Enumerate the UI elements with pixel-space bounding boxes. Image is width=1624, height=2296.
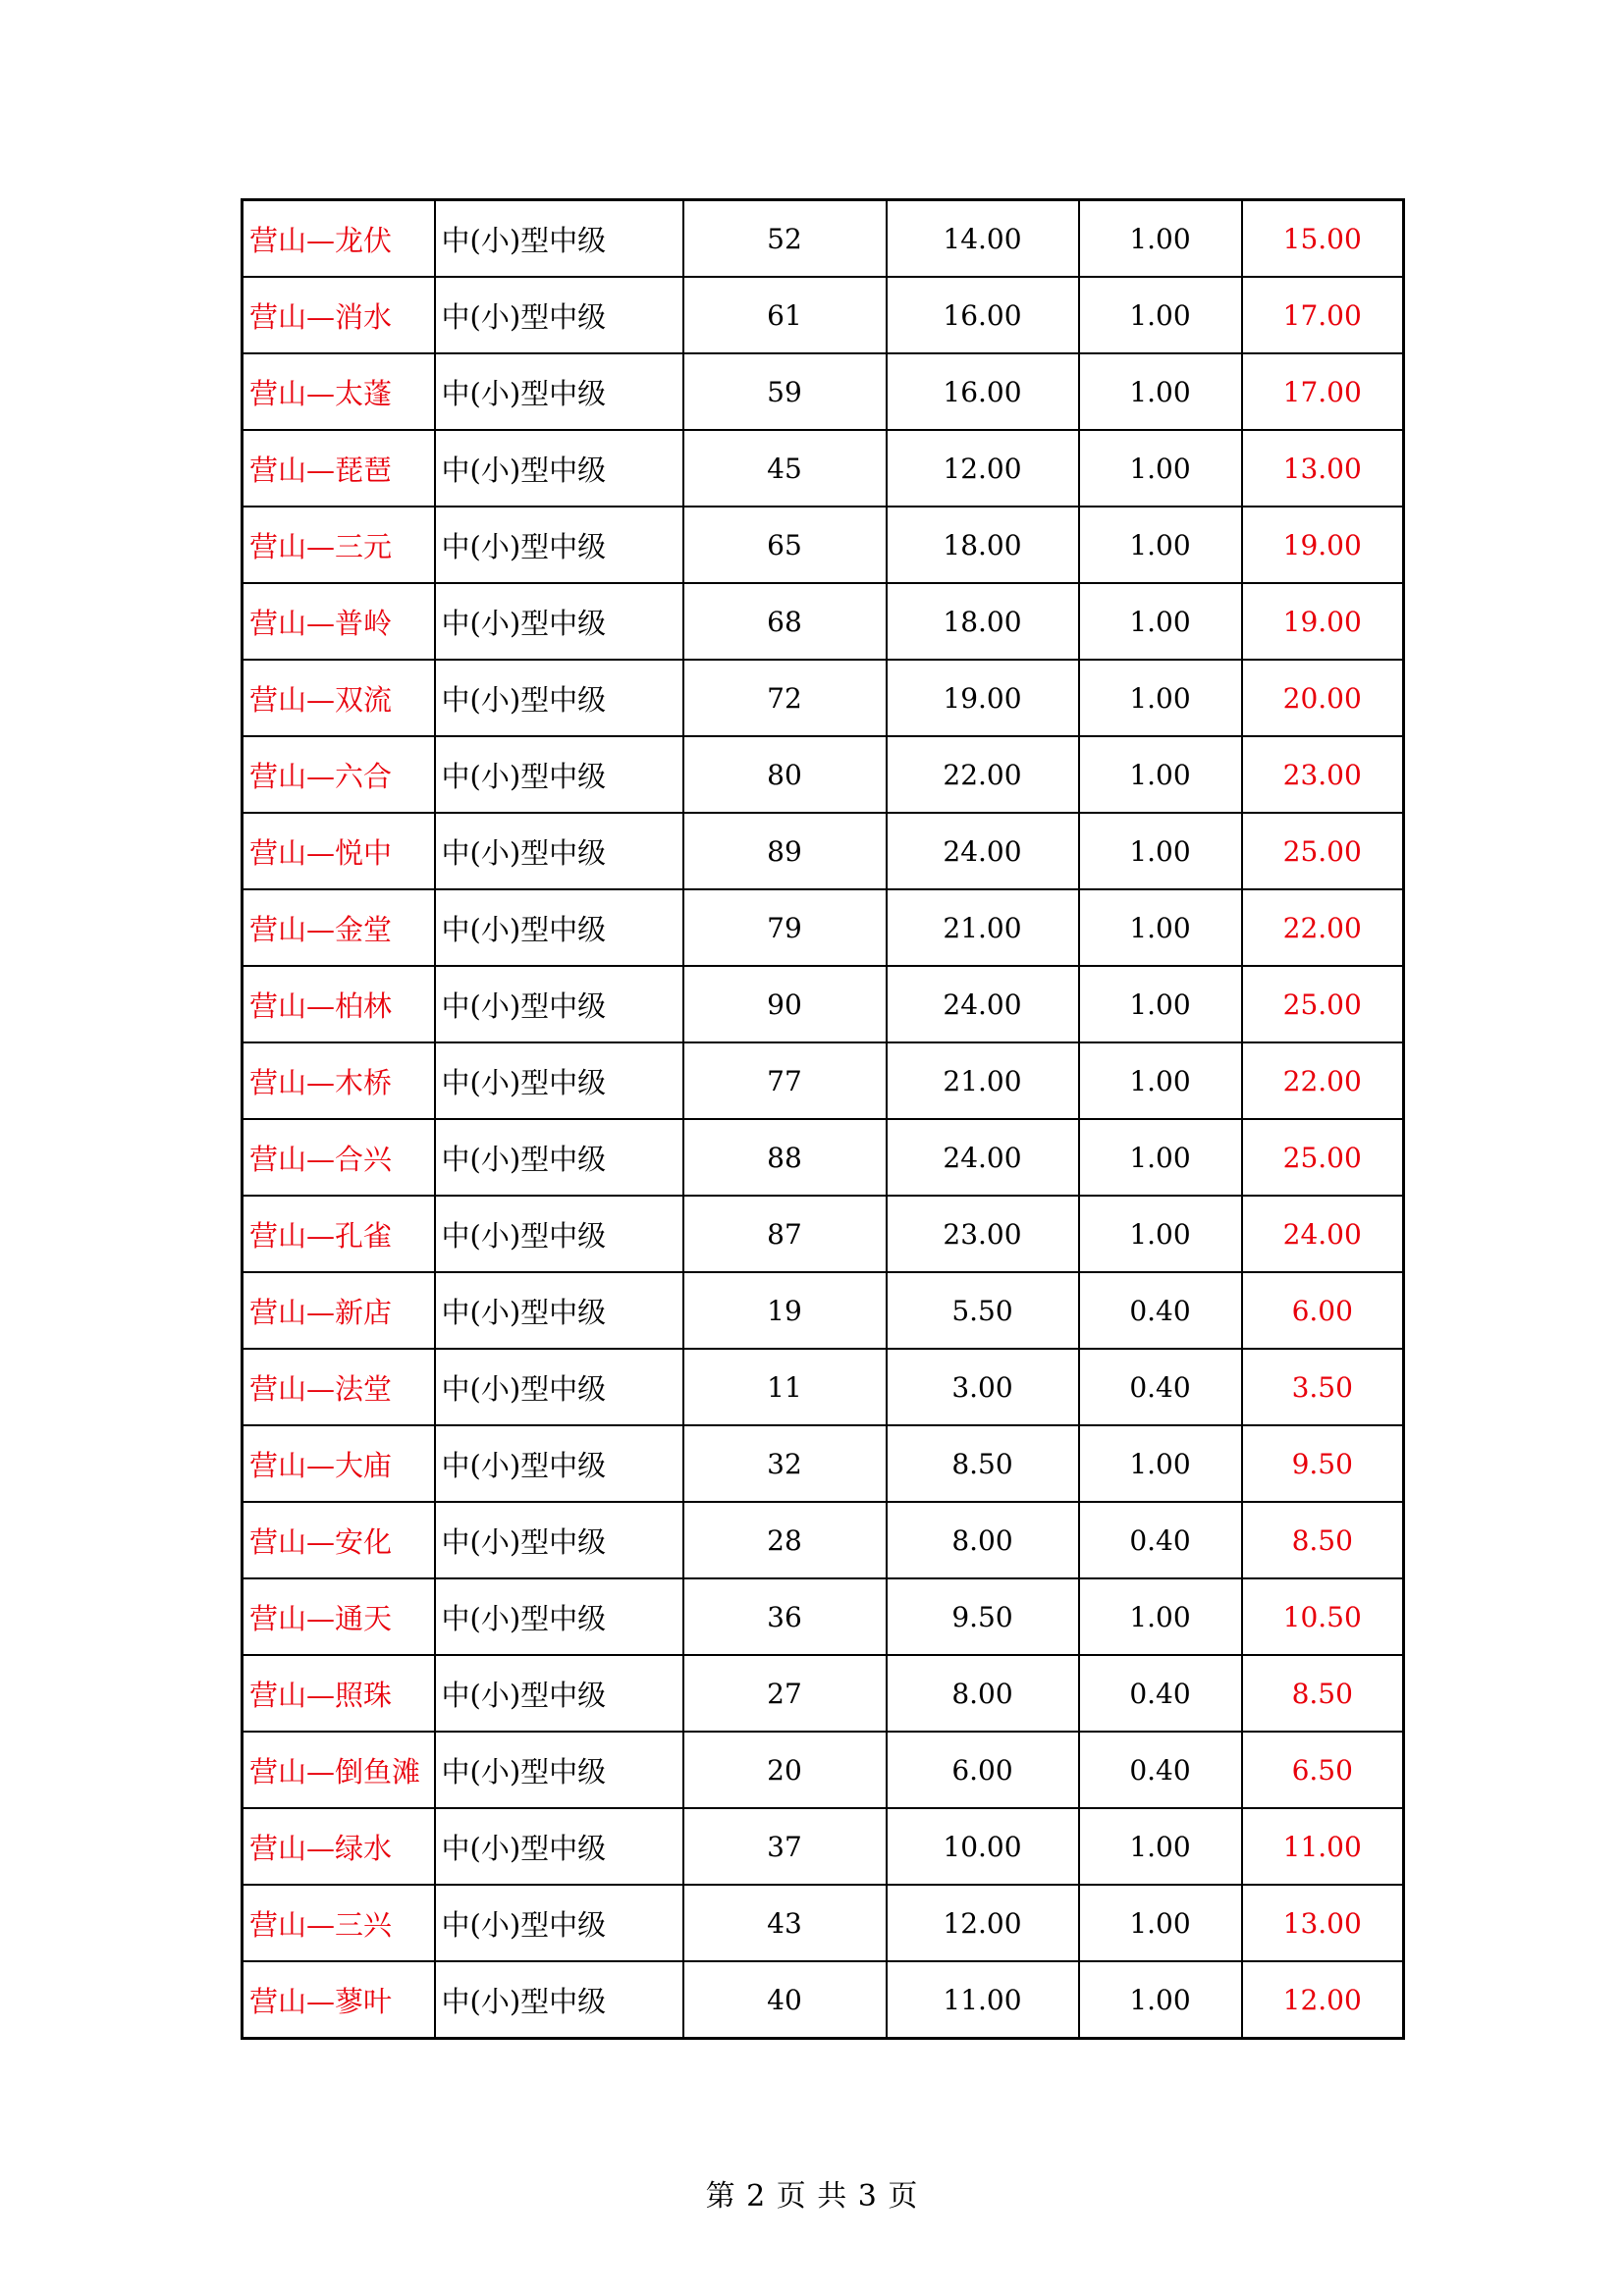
total-fare-cell: 23.00 [1242, 736, 1404, 813]
base-fare-cell: 18.00 [887, 583, 1079, 660]
total-fare-cell: 8.50 [1242, 1502, 1404, 1578]
vehicle-type-cell: 中(小)型中级 [435, 1349, 683, 1425]
route-cell: 营山—三兴 [243, 1885, 435, 1961]
total-fare-cell: 13.00 [1242, 1885, 1404, 1961]
fuel-surcharge-cell: 1.00 [1079, 1885, 1242, 1961]
distance-cell: 11 [683, 1349, 887, 1425]
base-fare-cell: 8.00 [887, 1655, 1079, 1732]
fuel-surcharge-cell: 1.00 [1079, 583, 1242, 660]
fuel-surcharge-cell: 1.00 [1079, 1196, 1242, 1272]
base-fare-cell: 8.50 [887, 1425, 1079, 1502]
total-fare-cell: 25.00 [1242, 966, 1404, 1042]
distance-cell: 27 [683, 1655, 887, 1732]
base-fare-cell: 24.00 [887, 1119, 1079, 1196]
route-cell: 营山—照珠 [243, 1655, 435, 1732]
fuel-surcharge-cell: 1.00 [1079, 507, 1242, 583]
table-row [243, 200, 1404, 278]
distance-cell: 37 [683, 1808, 887, 1885]
vehicle-type-cell: 中(小)型中级 [435, 430, 683, 507]
total-fare-cell: 6.50 [1242, 1732, 1404, 1808]
fuel-surcharge-cell: 0.40 [1079, 1349, 1242, 1425]
fare-table-body [243, 200, 1404, 2039]
route-cell: 营山—柏林 [243, 966, 435, 1042]
base-fare-cell: 24.00 [887, 813, 1079, 889]
table-row [243, 1196, 1404, 1272]
distance-cell: 88 [683, 1119, 887, 1196]
fuel-surcharge-cell: 1.00 [1079, 1578, 1242, 1655]
fuel-surcharge-cell: 1.00 [1079, 353, 1242, 430]
table-row [243, 889, 1404, 966]
base-fare-cell: 24.00 [887, 966, 1079, 1042]
vehicle-type-cell: 中(小)型中级 [435, 200, 683, 278]
route-cell: 营山—琵琶 [243, 430, 435, 507]
distance-cell: 72 [683, 660, 887, 736]
vehicle-type-cell: 中(小)型中级 [435, 1042, 683, 1119]
distance-cell: 65 [683, 507, 887, 583]
fuel-surcharge-cell: 1.00 [1079, 1042, 1242, 1119]
total-fare-cell: 12.00 [1242, 1961, 1404, 2039]
fuel-surcharge-cell: 1.00 [1079, 736, 1242, 813]
page-number: 第 2 页 共 3 页 [705, 2179, 919, 2214]
distance-cell: 32 [683, 1425, 887, 1502]
total-fare-cell: 6.00 [1242, 1272, 1404, 1349]
fuel-surcharge-cell: 1.00 [1079, 1961, 1242, 2039]
vehicle-type-cell: 中(小)型中级 [435, 1732, 683, 1808]
base-fare-cell: 18.00 [887, 507, 1079, 583]
vehicle-type-cell: 中(小)型中级 [435, 1196, 683, 1272]
fuel-surcharge-cell: 1.00 [1079, 813, 1242, 889]
fare-table [241, 198, 1405, 2040]
vehicle-type-cell: 中(小)型中级 [435, 507, 683, 583]
table-row [243, 1961, 1404, 2039]
route-cell: 营山—金堂 [243, 889, 435, 966]
distance-cell: 77 [683, 1042, 887, 1119]
distance-cell: 89 [683, 813, 887, 889]
route-cell: 营山—消水 [243, 277, 435, 353]
total-fare-cell: 11.00 [1242, 1808, 1404, 1885]
base-fare-cell: 19.00 [887, 660, 1079, 736]
table-row [243, 813, 1404, 889]
route-cell: 营山—绿水 [243, 1808, 435, 1885]
route-cell: 营山—六合 [243, 736, 435, 813]
distance-cell: 45 [683, 430, 887, 507]
base-fare-cell: 9.50 [887, 1578, 1079, 1655]
distance-cell: 36 [683, 1578, 887, 1655]
distance-cell: 61 [683, 277, 887, 353]
table-row [243, 736, 1404, 813]
table-row [243, 277, 1404, 353]
table-row [243, 966, 1404, 1042]
route-cell: 营山—双流 [243, 660, 435, 736]
table-row [243, 1425, 1404, 1502]
distance-cell: 20 [683, 1732, 887, 1808]
distance-cell: 19 [683, 1272, 887, 1349]
base-fare-cell: 23.00 [887, 1196, 1079, 1272]
route-cell: 营山—合兴 [243, 1119, 435, 1196]
distance-cell: 43 [683, 1885, 887, 1961]
fuel-surcharge-cell: 0.40 [1079, 1502, 1242, 1578]
vehicle-type-cell: 中(小)型中级 [435, 1655, 683, 1732]
vehicle-type-cell: 中(小)型中级 [435, 277, 683, 353]
route-cell: 营山—三元 [243, 507, 435, 583]
total-fare-cell: 3.50 [1242, 1349, 1404, 1425]
route-cell: 营山—太蓬 [243, 353, 435, 430]
total-fare-cell: 19.00 [1242, 583, 1404, 660]
base-fare-cell: 6.00 [887, 1732, 1079, 1808]
vehicle-type-cell: 中(小)型中级 [435, 1425, 683, 1502]
route-cell: 营山—新店 [243, 1272, 435, 1349]
table-row [243, 1578, 1404, 1655]
fuel-surcharge-cell: 1.00 [1079, 200, 1242, 278]
distance-cell: 79 [683, 889, 887, 966]
vehicle-type-cell: 中(小)型中级 [435, 813, 683, 889]
base-fare-cell: 16.00 [887, 277, 1079, 353]
route-cell: 营山—法堂 [243, 1349, 435, 1425]
fuel-surcharge-cell: 1.00 [1079, 1808, 1242, 1885]
route-cell: 营山—孔雀 [243, 1196, 435, 1272]
vehicle-type-cell: 中(小)型中级 [435, 583, 683, 660]
table-row [243, 1042, 1404, 1119]
vehicle-type-cell: 中(小)型中级 [435, 966, 683, 1042]
total-fare-cell: 22.00 [1242, 889, 1404, 966]
table-row [243, 1808, 1404, 1885]
base-fare-cell: 14.00 [887, 200, 1079, 278]
distance-cell: 68 [683, 583, 887, 660]
table-row [243, 430, 1404, 507]
base-fare-cell: 12.00 [887, 1885, 1079, 1961]
base-fare-cell: 21.00 [887, 1042, 1079, 1119]
vehicle-type-cell: 中(小)型中级 [435, 1272, 683, 1349]
total-fare-cell: 9.50 [1242, 1425, 1404, 1502]
fuel-surcharge-cell: 1.00 [1079, 889, 1242, 966]
route-cell: 营山—安化 [243, 1502, 435, 1578]
total-fare-cell: 17.00 [1242, 353, 1404, 430]
distance-cell: 90 [683, 966, 887, 1042]
distance-cell: 40 [683, 1961, 887, 2039]
distance-cell: 52 [683, 200, 887, 278]
fuel-surcharge-cell: 1.00 [1079, 660, 1242, 736]
route-cell: 营山—通天 [243, 1578, 435, 1655]
distance-cell: 87 [683, 1196, 887, 1272]
distance-cell: 28 [683, 1502, 887, 1578]
fuel-surcharge-cell: 0.40 [1079, 1655, 1242, 1732]
fuel-surcharge-cell: 0.40 [1079, 1732, 1242, 1808]
base-fare-cell: 12.00 [887, 430, 1079, 507]
total-fare-cell: 25.00 [1242, 1119, 1404, 1196]
distance-cell: 59 [683, 353, 887, 430]
route-cell: 营山—木桥 [243, 1042, 435, 1119]
table-row [243, 1655, 1404, 1732]
route-cell: 营山—普岭 [243, 583, 435, 660]
total-fare-cell: 19.00 [1242, 507, 1404, 583]
total-fare-cell: 17.00 [1242, 277, 1404, 353]
route-cell: 营山—倒鱼滩 [243, 1732, 435, 1808]
fuel-surcharge-cell: 1.00 [1079, 966, 1242, 1042]
base-fare-cell: 22.00 [887, 736, 1079, 813]
route-cell: 营山—大庙 [243, 1425, 435, 1502]
table-row [243, 583, 1404, 660]
total-fare-cell: 8.50 [1242, 1655, 1404, 1732]
base-fare-cell: 11.00 [887, 1961, 1079, 2039]
table-row [243, 1119, 1404, 1196]
table-row [243, 1272, 1404, 1349]
vehicle-type-cell: 中(小)型中级 [435, 1578, 683, 1655]
fuel-surcharge-cell: 1.00 [1079, 1425, 1242, 1502]
route-cell: 营山—蓼叶 [243, 1961, 435, 2039]
total-fare-cell: 25.00 [1242, 813, 1404, 889]
fuel-surcharge-cell: 1.00 [1079, 1119, 1242, 1196]
table-row [243, 1349, 1404, 1425]
total-fare-cell: 10.50 [1242, 1578, 1404, 1655]
total-fare-cell: 24.00 [1242, 1196, 1404, 1272]
vehicle-type-cell: 中(小)型中级 [435, 660, 683, 736]
total-fare-cell: 20.00 [1242, 660, 1404, 736]
vehicle-type-cell: 中(小)型中级 [435, 353, 683, 430]
table-row [243, 1885, 1404, 1961]
table-row [243, 1502, 1404, 1578]
base-fare-cell: 3.00 [887, 1349, 1079, 1425]
base-fare-cell: 10.00 [887, 1808, 1079, 1885]
vehicle-type-cell: 中(小)型中级 [435, 889, 683, 966]
table-row [243, 507, 1404, 583]
total-fare-cell: 22.00 [1242, 1042, 1404, 1119]
total-fare-cell: 13.00 [1242, 430, 1404, 507]
vehicle-type-cell: 中(小)型中级 [435, 736, 683, 813]
total-fare-cell: 15.00 [1242, 200, 1404, 278]
fuel-surcharge-cell: 0.40 [1079, 1272, 1242, 1349]
vehicle-type-cell: 中(小)型中级 [435, 1808, 683, 1885]
route-cell: 营山—悦中 [243, 813, 435, 889]
base-fare-cell: 8.00 [887, 1502, 1079, 1578]
base-fare-cell: 5.50 [887, 1272, 1079, 1349]
base-fare-cell: 21.00 [887, 889, 1079, 966]
vehicle-type-cell: 中(小)型中级 [435, 1119, 683, 1196]
distance-cell: 80 [683, 736, 887, 813]
base-fare-cell: 16.00 [887, 353, 1079, 430]
table-row [243, 660, 1404, 736]
table-row [243, 353, 1404, 430]
fuel-surcharge-cell: 1.00 [1079, 277, 1242, 353]
fuel-surcharge-cell: 1.00 [1079, 430, 1242, 507]
vehicle-type-cell: 中(小)型中级 [435, 1502, 683, 1578]
route-cell: 营山—龙伏 [243, 200, 435, 278]
table-row [243, 1732, 1404, 1808]
vehicle-type-cell: 中(小)型中级 [435, 1885, 683, 1961]
vehicle-type-cell: 中(小)型中级 [435, 1961, 683, 2039]
